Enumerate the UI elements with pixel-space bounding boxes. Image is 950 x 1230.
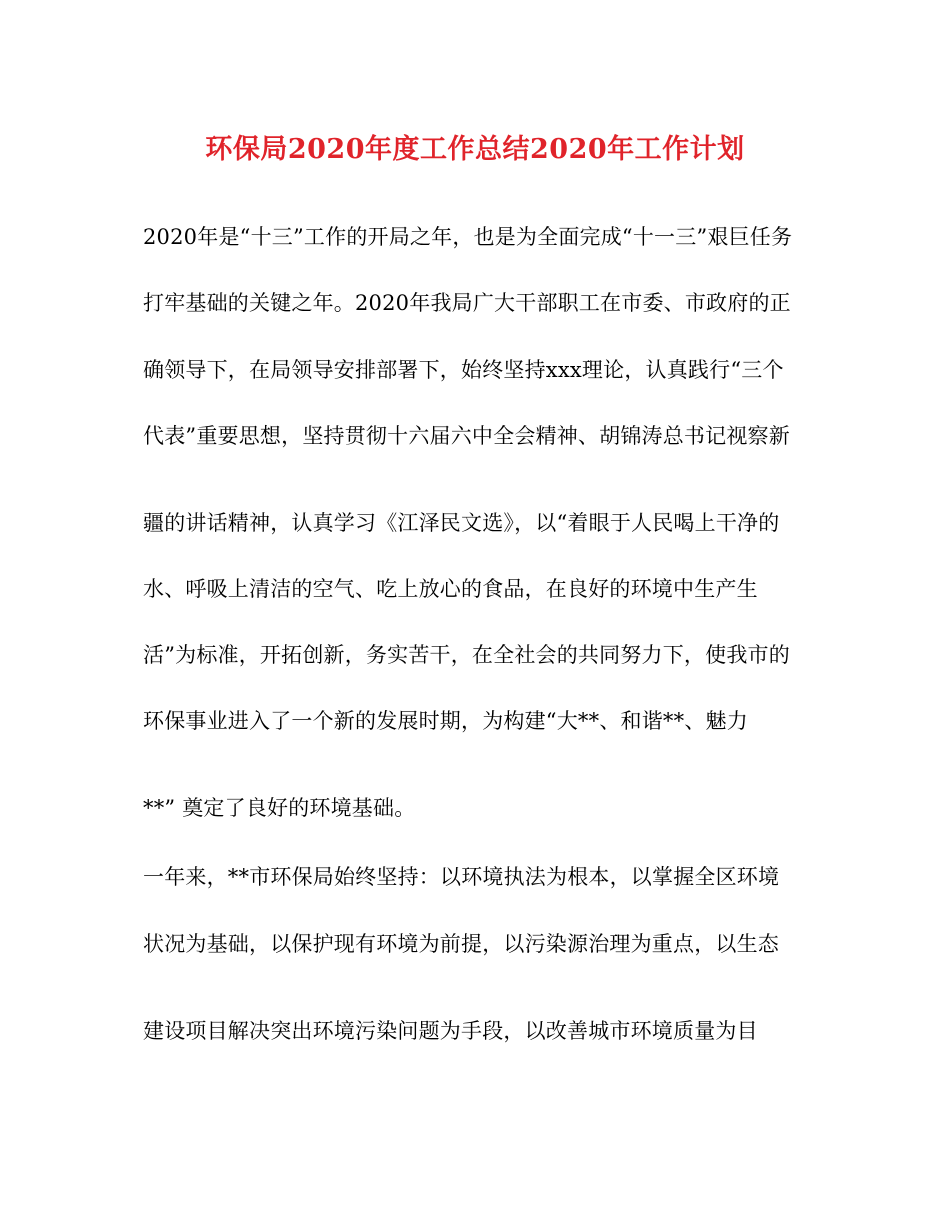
paragraph-line: 代表”重要思想，坚持贯彻十六届六中全会精神、胡锦涛总书记视察新 [143,424,790,448]
paragraph-line: 建设项目解决突出环境污染问题为手段，以改善城市环境质量为目 [143,1019,758,1043]
paragraph-line: 活”为标准，开拓创新，务实苦干，在全社会的共同努力下，使我市的 [143,643,790,667]
paragraph-line: 一年来，**市环保局始终坚持：以环境执法为根本，以掌握全区环境 [143,865,780,889]
paragraph-line: 状况为基础，以保护现有环境为前提，以污染源治理为重点，以生态 [143,932,779,956]
paragraph-line: **” 奠定了良好的环境基础。 [143,796,416,820]
paragraph-line: 水、呼吸上清洁的空气、吃上放心的食品，在良好的环境中生产生 [143,577,758,601]
paragraph-line: 环保事业进入了一个新的发展时期，为构建“大**、和谐**、魅力 [143,709,748,733]
document-title: 环保局2020年度工作总结2020年工作计划 [205,134,745,165]
paragraph-line: 打牢基础的关键之年。2020年我局广大干部职工在市委、市政府的正 [143,291,791,315]
paragraph-line: 2020年是“十三”工作的开局之年，也是为全面完成“十一三”艰巨任务 [143,225,793,249]
paragraph-line: 疆的讲话精神，认真学习《江泽民文选》，以“着眼于人民喝上干净的 [143,511,780,535]
paragraph-line: 确领导下，在局领导安排部署下，始终坚持xxx理论，认真践行“三个 [143,358,784,382]
